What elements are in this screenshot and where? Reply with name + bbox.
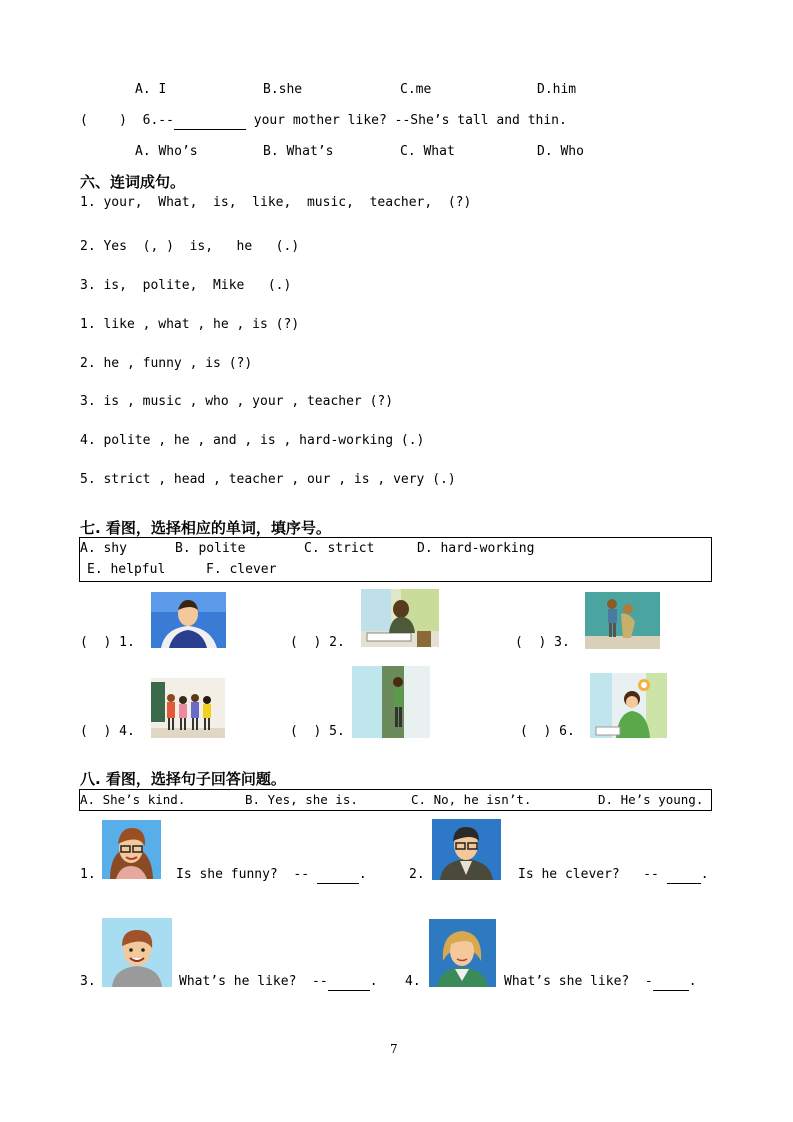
answer-blank (667, 867, 701, 884)
word-bank-c: C. strict (304, 541, 375, 556)
q6-option-d: D. Who (537, 144, 584, 159)
section6-title: 六、连词成句。 (80, 173, 186, 191)
section6-item: 1. your, What, is, like, music, teacher, (?) (80, 195, 472, 210)
q1-question (176, 867, 367, 884)
section7-item: ( ) 5. (290, 724, 345, 739)
q4-text: What’s she like? - (504, 974, 653, 989)
woman-glasses-portrait (102, 820, 161, 879)
boy-portrait (102, 918, 172, 987)
classroom-kids-picture (151, 678, 225, 738)
word-bank-b: B. polite (175, 541, 246, 556)
q5-item6-number: 6.-- (142, 113, 174, 128)
clever-boy-picture (590, 673, 667, 738)
woman-portrait (429, 919, 496, 987)
section6-item: 5. strict , head , teacher , our , is , very (.) (80, 472, 456, 487)
word-bank-a: A. shy (80, 541, 127, 556)
q5-item6 (80, 113, 567, 130)
q4-end: . (688, 974, 697, 989)
page-number: 7 (390, 1042, 398, 1056)
section7-item: ( ) 2. (290, 635, 345, 650)
word-bank-d: D. hard-working (417, 541, 535, 556)
q1-number: 1. (80, 867, 96, 882)
answer-option-d: D. He’s young. (598, 792, 704, 807)
q1-end: . (358, 867, 367, 882)
section6-item: 2. he , funny , is (?) (80, 356, 253, 371)
section6-item: 4. polite , he , and , is , hard-working (.) (80, 433, 425, 448)
q2-question (518, 867, 709, 884)
q6-option-a: A. Who’s (135, 144, 198, 159)
q5-item6-paren: ( ) (80, 113, 127, 128)
word-bank-box (79, 537, 712, 582)
section7-title: 七. 看图，选择相应的单词，填序号。 (80, 519, 331, 537)
answer-blank (328, 974, 370, 991)
answer-blank (174, 113, 246, 130)
q3-question (179, 974, 378, 991)
q5-option-b: B.she (263, 82, 303, 97)
section7-item: ( ) 1. (80, 635, 135, 650)
q3-end: . (369, 974, 378, 989)
answer-option-c: C. No, he isn’t. (411, 792, 532, 807)
q4-number: 4. (405, 974, 421, 989)
answer-option-b: B. Yes, she is. (245, 792, 358, 807)
q5-option-a: A. I (135, 82, 167, 97)
q5-option-d: D.him (537, 82, 577, 97)
q2-number: 2. (409, 867, 425, 882)
section6-item: 2. Yes (, ) is, he (.) (80, 239, 300, 254)
answer-option-a: A. She’s kind. (80, 792, 186, 807)
answer-blank (317, 867, 359, 884)
section7-item: ( ) 3. (515, 635, 570, 650)
q2-end: . (700, 867, 709, 882)
q6-option-b: B. What’s (263, 144, 334, 159)
section7-item: ( ) 4. (80, 724, 135, 739)
q1-text: Is she funny? -- (176, 867, 317, 882)
q3-text: What’s he like? -- (179, 974, 328, 989)
section6-item: 3. is , music , who , your , teacher (?) (80, 394, 394, 409)
q2-text: Is he clever? -- (518, 867, 667, 882)
q4-question (504, 974, 697, 991)
q3-number: 3. (80, 974, 96, 989)
q6-option-c: C. What (400, 144, 455, 159)
man-picture (151, 592, 226, 648)
q5-item6-text: your mother like? --She’s tall and thin. (245, 113, 567, 128)
kids-helping-picture (585, 592, 660, 649)
word-bank-e: E. helpful (87, 562, 166, 577)
section6-item: 1. like , what , he , is (?) (80, 317, 300, 332)
answer-blank (653, 974, 689, 991)
q5-option-c: C.me (400, 82, 432, 97)
section8-title: 八. 看图，选择句子回答问题。 (80, 770, 286, 788)
section6-item: 3. is, polite, Mike (.) (80, 278, 292, 293)
boy-reading-picture (361, 589, 439, 647)
shy-boy-door-picture (352, 666, 430, 738)
section7-item: ( ) 6. (520, 724, 575, 739)
word-bank-f: F. clever (206, 562, 277, 577)
man-glasses-portrait (432, 819, 501, 880)
